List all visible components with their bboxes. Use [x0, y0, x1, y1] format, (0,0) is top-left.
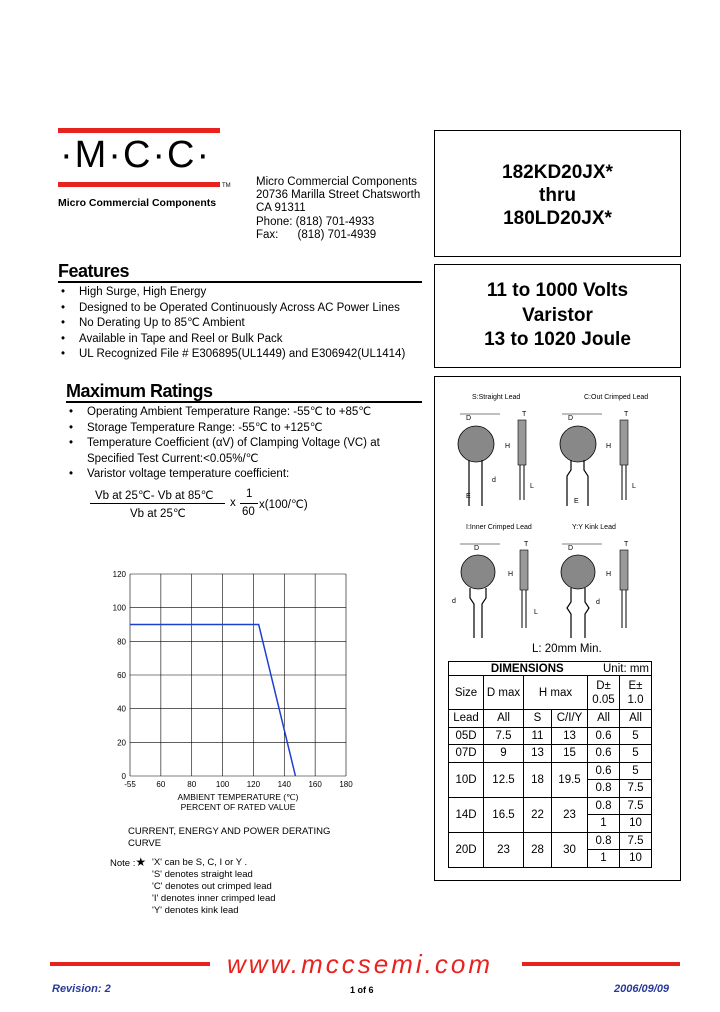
note-line: 'C' denotes out crimped lead	[152, 881, 272, 892]
dim-label: H	[505, 443, 511, 450]
dim-label: T	[624, 541, 629, 548]
dim-label: L	[534, 609, 538, 616]
table-cell: 5	[620, 727, 652, 745]
table-cell: 22	[524, 797, 552, 832]
dim-label: L	[530, 483, 534, 490]
table-header-row	[449, 676, 652, 710]
table-subheader-row	[449, 710, 652, 728]
diagram-label-straight: S:Straight Lead	[472, 394, 521, 401]
chart-y-tick: 80	[117, 637, 126, 647]
spec-energy: 13 to 1020 Joule	[484, 329, 631, 350]
table-title: DIMENSIONS	[449, 662, 588, 676]
dim-label: E	[574, 498, 579, 505]
dim-label: d	[492, 477, 496, 484]
dim-label: T	[522, 411, 527, 418]
lead-diagrams	[440, 388, 678, 656]
note-line: 'X' can be S, C, I or Y .	[152, 857, 248, 868]
dim-label: H	[508, 571, 514, 578]
table-cell: 10	[620, 850, 652, 868]
dim-label: D	[568, 545, 574, 552]
rating-item: • Operating Ambient Temperature Range: -55℃ to +85℃	[64, 405, 404, 421]
derating-chart	[100, 566, 360, 824]
table-row	[449, 762, 652, 780]
features-list	[56, 285, 426, 363]
spec-box	[434, 264, 681, 368]
dim-label: T	[624, 411, 629, 418]
table-cell: 1	[588, 850, 620, 868]
table-unit: Unit: mm	[588, 662, 652, 676]
part-number-first: 182KD20JX*	[502, 162, 613, 183]
table-subheader: All	[620, 710, 652, 728]
part-number-last: 180LD20JX*	[503, 208, 612, 229]
date: 2006/09/09	[614, 983, 670, 995]
features-title: Features	[58, 261, 130, 281]
table-cell: 7.5	[620, 797, 652, 815]
table-cell: 0.8	[588, 797, 620, 815]
feature-item: • Designed to be Operated Continuously Across AC Power Lines	[56, 301, 426, 317]
feature-item: • UL Recognized File # E306895(UL1449) and E306942(UL1414)	[56, 347, 426, 363]
note-lines	[152, 857, 276, 917]
formula-sixty: 60	[242, 506, 255, 518]
table-header: D max	[484, 676, 524, 710]
table-cell: 7.5	[620, 780, 652, 798]
table-cell: 5	[620, 745, 652, 763]
chart-series-line	[130, 625, 295, 777]
formula-line-2	[240, 503, 258, 504]
table-title-row	[449, 662, 652, 676]
chart-y-tick: 120	[112, 570, 126, 579]
table-header: D± 0.05	[588, 676, 620, 710]
note-label: Note :★	[110, 855, 147, 869]
address-phone: Phone: (818) 701-4933	[256, 215, 375, 228]
chart-x-tick: 100	[215, 780, 230, 789]
table-cell: 07D	[449, 745, 484, 763]
table-row	[449, 797, 652, 815]
formula-denominator: Vb at 25℃	[130, 508, 186, 520]
chart-x-tick: 180	[339, 780, 353, 789]
chart-caption: CURRENT, ENERGY AND POWER DERATING CURVE	[128, 826, 331, 849]
table-cell: 1	[588, 815, 620, 833]
table-cell: 7.5	[620, 832, 652, 850]
feature-item: • High Surge, High Energy	[56, 285, 426, 301]
diagram-label-kink: Y:Y Kink Lead	[572, 524, 616, 531]
table-cell: 13	[524, 745, 552, 763]
chart-x-tick: 80	[187, 780, 197, 789]
address-street: 20736 Marilla Street Chatsworth	[256, 189, 421, 202]
trademark: TM	[222, 183, 231, 189]
rating-item: • Storage Temperature Range: -55℃ to +125℃	[64, 421, 404, 437]
table-cell: 20D	[449, 832, 484, 867]
table-cell: 23	[552, 797, 588, 832]
part-number-thru: thru	[539, 185, 576, 206]
note-line: 'Y' denotes kink lead	[152, 905, 239, 916]
table-cell: 23	[484, 832, 524, 867]
chart-y-tick: 40	[117, 704, 126, 714]
chart-x-tick: 120	[246, 780, 261, 789]
note-line: 'S' denotes straight lead	[152, 869, 253, 880]
logo-subtitle: Micro Commercial Components	[58, 197, 217, 209]
feature-item: • Available in Tape and Reel or Bulk Pack	[56, 332, 426, 348]
table-cell: 0.6	[588, 745, 620, 763]
table-cell: 0.8	[588, 780, 620, 798]
diagram-label-inner: I:Inner Crimped Lead	[466, 524, 532, 531]
rating-item: • Temperature Coefficient (αV) of Clamping Voltage (VC) at Specified Test Current:<0.05%/℃	[64, 436, 404, 467]
dim-label: E	[466, 493, 471, 500]
logo-top-bar	[58, 128, 220, 133]
revision: Revision: 2	[52, 983, 111, 995]
table-subheader: All	[588, 710, 620, 728]
table-cell: 11	[524, 727, 552, 745]
chart-y-tick: 60	[117, 671, 126, 680]
formula-line	[90, 503, 225, 504]
table-cell: 19.5	[552, 762, 588, 797]
company-address	[256, 176, 420, 242]
chart-x-tick: 140	[277, 780, 291, 789]
table-cell: 30	[552, 832, 588, 867]
table-row	[449, 832, 652, 850]
chart-x-tick: 60	[156, 780, 166, 789]
table-subheader: C/I/Y	[552, 710, 588, 728]
dim-label: H	[606, 443, 612, 450]
dim-label: L	[632, 483, 636, 490]
diagram-label-outer: C:Out Crimped Lead	[584, 394, 649, 401]
formula-tail: x(100/℃)	[259, 499, 308, 511]
table-cell: 28	[524, 832, 552, 867]
length-note: L: 20mm Min.	[532, 643, 602, 655]
dim-label: T	[524, 541, 529, 548]
address-company: Micro Commercial Components	[256, 176, 418, 188]
table-cell: 0.8	[588, 832, 620, 850]
features-rule	[58, 281, 422, 283]
dim-label: D	[568, 415, 574, 422]
table-cell: 0.6	[588, 762, 620, 780]
disc-kink	[561, 555, 595, 589]
chart-x-label: AMBIENT TEMPERATURE (℃)	[177, 792, 299, 802]
table-cell: 10D	[449, 762, 484, 797]
dim-label: D	[474, 545, 480, 552]
chart-y-tick: 0	[121, 772, 126, 781]
logo-bottom-bar	[58, 182, 220, 187]
table-cell: 18	[524, 762, 552, 797]
table-row	[449, 727, 652, 745]
address-city: CA 91311	[256, 202, 306, 215]
table-subheader: All	[484, 710, 524, 728]
feature-item: • No Derating Up to 85℃ Ambient	[56, 316, 426, 332]
formula-numerator: Vb at 25℃- Vb at 85℃	[95, 490, 214, 502]
table-cell: 13	[552, 727, 588, 745]
table-cell: 12.5	[484, 762, 524, 797]
table-header: Size	[449, 676, 484, 710]
spec-voltage: 11 to 1000 Volts	[486, 280, 629, 301]
dim-label: d	[452, 598, 456, 605]
ratings-title: Maximum Ratings	[66, 381, 213, 401]
table-header: H max	[524, 676, 588, 710]
page-number: 1 of 6	[350, 985, 374, 995]
table-header: E± 1.0	[620, 676, 652, 710]
table-row	[449, 745, 652, 763]
star-icon: ★	[135, 855, 147, 869]
dim-label: D	[466, 415, 472, 422]
chart-x-tick: 160	[308, 780, 322, 789]
table-cell: 5	[620, 762, 652, 780]
spec-type: Varistor	[522, 304, 593, 326]
disc-outer	[560, 426, 596, 462]
mcc-logo: ·M·C·C·	[60, 134, 212, 176]
address-fax: Fax: (818) 701-4939	[256, 228, 377, 241]
table-cell: 14D	[449, 797, 484, 832]
disc-straight	[458, 426, 494, 462]
formula-one: 1	[246, 488, 253, 500]
disc-inner	[461, 555, 495, 589]
website-link[interactable]: www.mccsemi.com	[226, 949, 493, 979]
ratings-rule	[66, 401, 422, 403]
dim-label: H	[606, 571, 612, 578]
formula-times: x	[230, 497, 236, 509]
dimensions-table	[448, 661, 652, 868]
table-cell: 0.6	[588, 727, 620, 745]
chart-y-tick: 100	[112, 603, 126, 613]
table-subheader: S	[524, 710, 552, 728]
table-cell: 7.5	[484, 727, 524, 745]
part-number-box	[434, 130, 681, 257]
chart-y-label: PERCENT OF RATED VALUE	[180, 802, 296, 812]
table-cell: 10	[620, 815, 652, 833]
table-cell: 9	[484, 745, 524, 763]
note-line: 'I' denotes inner crimped lead	[152, 893, 276, 904]
chart-y-tick: 20	[117, 738, 126, 748]
table-cell: 05D	[449, 727, 484, 745]
chart-x-tick: -55	[124, 780, 136, 789]
rating-item: • Varistor voltage temperature coefficient:	[64, 467, 404, 483]
table-subheader: Lead	[449, 710, 484, 728]
table-cell: 15	[552, 745, 588, 763]
dim-label: d	[596, 599, 600, 606]
table-cell: 16.5	[484, 797, 524, 832]
ratings-list	[64, 405, 404, 483]
